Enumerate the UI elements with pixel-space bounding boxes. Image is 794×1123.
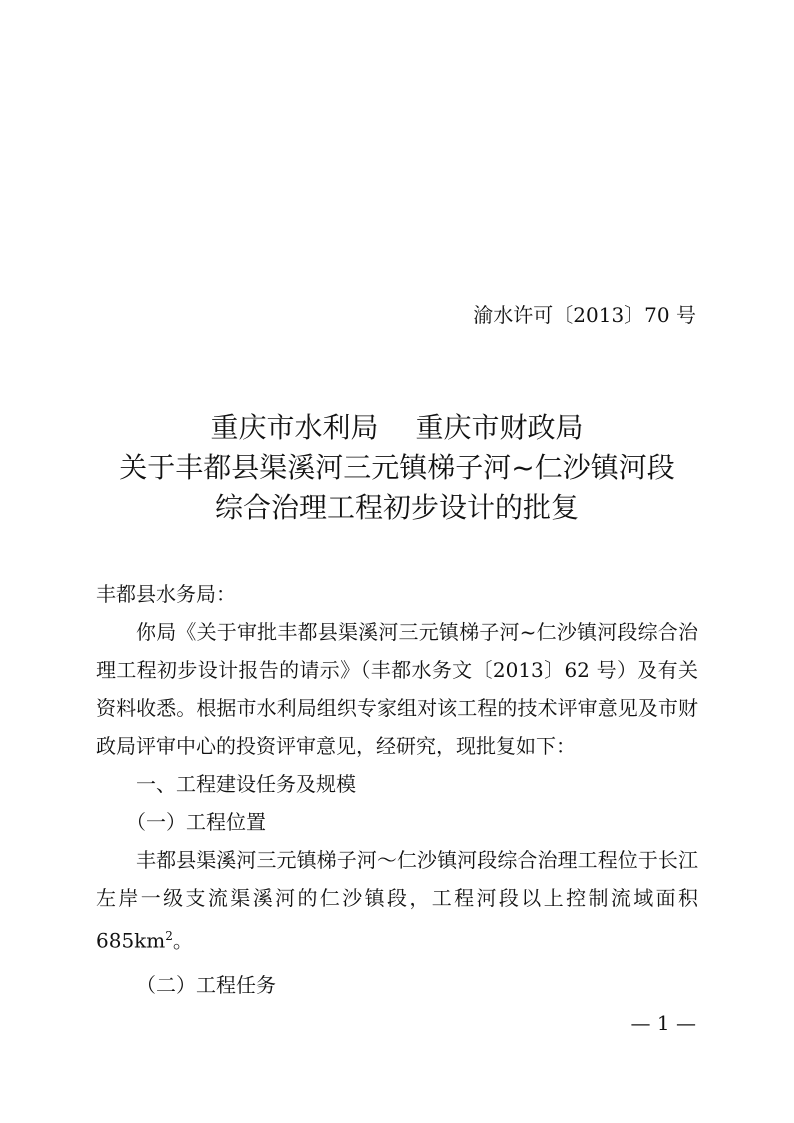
page-number: — 1 — [630,1011,696,1035]
area-unit-superscript: 2 [165,929,173,943]
location-text: 丰都县渠溪河三元镇梯子河～仁沙镇河段综合治理工程位于长江左岸一级支流渠溪河的仁沙镇段，工程河段以上控制流域面积 685km [96,848,698,953]
subsection-heading-location: （一）工程位置 [126,810,266,834]
subsection-heading-task: （二）工程任务 [136,972,276,997]
location-end-punctuation: 。 [172,928,193,953]
addressee: 丰都县水务局： [96,582,236,606]
location-paragraph [96,841,698,960]
title-line-1: 重庆市水利局 重庆市财政局 [210,411,584,444]
document-number: 渝水许可〔2013〕70 号 [473,303,696,327]
intro-paragraph: 你局《关于审批丰都县渠溪河三元镇梯子河~仁沙镇河段综合治理工程初步设计报告的请示》（丰都水务文〔2013〕62 号）及有关资料收悉。根据市水利局组织专家组对该工程的技术评审意见及市财政局评审中心的投资评审意见，经研究，现批复如下： [96,620,698,758]
title-line-2: 关于丰都县渠溪河三元镇梯子河~仁沙镇河段 [119,451,675,484]
document-body [96,575,698,1004]
section-heading-1: 一、工程建设任务及规模 [136,772,356,796]
title-line-3: 综合治理工程初步设计的批复 [214,491,579,524]
document-title [0,408,794,528]
